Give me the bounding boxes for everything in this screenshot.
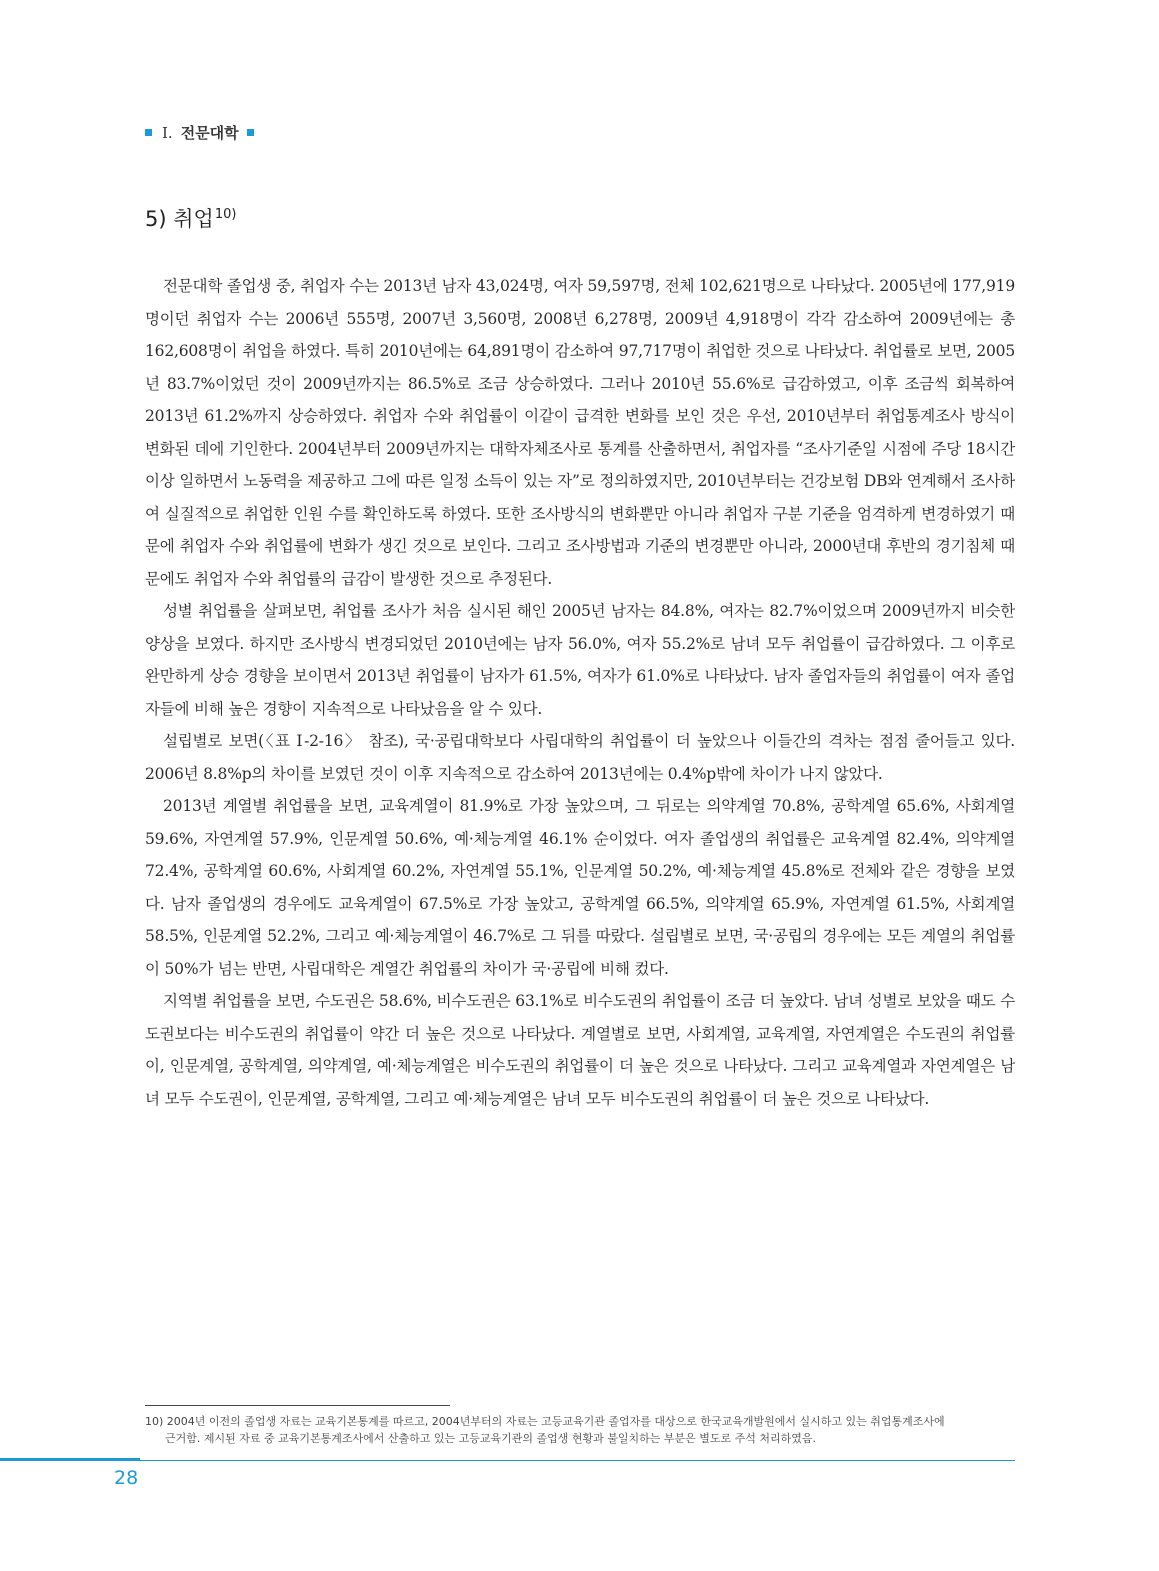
paragraph: 지역별 취업률을 보면, 수도권은 58.6%, 비수도권은 63.1%로 비수도권의 취업률이 조금 더 높았다. 남녀 성별로 보았을 때도 수도권보다는 비수도권의 취업률이 약간 더 높은 것으로 나타났다. 계열별로 보면, 사회계열, 교육계열, 자연계열은 수도권의 취업률이, 인문계열, 공학계열, 의약계열, 예·체능계열은 비수도권의 취업률이 더 높은 것으로 나타났다. 그리고 교육계열과 자연계열은 남녀 모두 수도권이, 인문계열, 공학계열, 그리고 예·체능계열은 남녀 모두 비수도권의 취업률이 더 높은 것으로 나타났다. bbox=[145, 992, 1015, 1108]
section-heading-text: 5) 취업 bbox=[145, 207, 214, 231]
paragraph: 2013년 계열별 취업률을 보면, 교육계열이 81.9%로 가장 높았으며, 그 뒤로는 의약계열 70.8%, 공학계열 65.6%, 사회계열 59.6%, 자연계열 57.9%, 인문계열 50.6%, 예·체능계열 46.1% 순이었다. 여자 졸업생의 취업률은 교육계열 82.4%, 의약계열 72.4%, 공학계열 60.6%, 사회계열 60.2%, 자연계열 55.1%, 인문계열 50.2%, 예·체능계열 45.8%로 전체와 같은 경향을 보였다. 남자 졸업생의 경우에도 교육계열이 67.5%로 가장 높았고, 공학계열 66.5%, 의약계열 65.9%, 자연계열 61.5%, 사회계열 58.5%, 인문계열 52.2%, 그리고 예·체능계열이 46.7%로 그 뒤를 따랐다. 설립별로 보면, 국·공립의 경우에는 모든 계열의 취업률이 50%가 넘는 반면, 사립대학은 계열간 취업률의 차이가 국·공립에 비해 컸다. bbox=[145, 797, 1015, 978]
footer-rule bbox=[140, 1460, 1015, 1461]
footer-accent-line bbox=[0, 1458, 140, 1461]
blue-square-icon bbox=[247, 129, 254, 136]
running-header bbox=[145, 122, 254, 143]
section-heading bbox=[145, 203, 236, 233]
paragraph: 성별 취업률을 살펴보면, 취업률 조사가 처음 실시된 해인 2005년 남자는 84.8%, 여자는 82.7%이었으며 2009년까지 비슷한 양상을 보였다. 하지만 조사방식 변경되었던 2010년에는 남자 56.0%, 여자 55.2%로 남녀 모두 취업률이 급감하였다. 그 이후로 완만하게 상승 경향을 보이면서 2013년 취업률이 남자가 61.5%, 여자가 61.0%로 나타났다. 남자 졸업자들의 취업률이 여자 졸업자들에 비해 높은 경향이 지속적으로 나타났음을 알 수 있다. bbox=[145, 602, 1015, 718]
body-text bbox=[145, 270, 1015, 1115]
footnote-reference: 10) bbox=[214, 207, 237, 222]
footnote bbox=[145, 1413, 1015, 1447]
footnote-line-1: 10) 2004년 이전의 졸업생 자료는 교육기본통계를 따르고, 2004년부터의 자료는 고등교육기관 졸업자를 대상으로 한국교육개발원에서 실시하고 있는 취업통계조사에 bbox=[145, 1415, 945, 1428]
footnote-line-2: 근거함. 제시된 자료 중 교육기본통계조사에서 산출하고 있는 고등교육기관의 졸업생 현황과 불일치하는 부분은 별도로 주석 처리하였음. bbox=[165, 1432, 816, 1445]
blue-square-icon bbox=[145, 129, 152, 136]
paragraph: 설립별로 보면(〈표 Ⅰ-2-16〉 참조), 국·공립대학보다 사립대학의 취업률이 더 높았으나 이들간의 격차는 점점 줄어들고 있다. 2006년 8.8%p의 차이를 보였던 것이 이후 지속적으로 감소하여 2013년에는 0.4%p밖에 차이가 나지 않았다. bbox=[145, 732, 1015, 783]
paragraph: 전문대학 졸업생 중, 취업자 수는 2013년 남자 43,024명, 여자 59,597명, 전체 102,621명으로 나타났다. 2005년에 177,919명이던 취업자 수는 2006년 555명, 2007년 3,560명, 2008년 6,278명, 2009년 4,918명이 각각 감소하여 2009년에는 총 162,608명이 취업을 하였다. 특히 2010년에는 64,891명이 감소하여 97,717명이 취업한 것으로 나타났다. 취업률로 보면, 2005년 83.7%이었던 것이 2009년까지는 86.5%로 조금 상승하였다. 그러나 2010년 55.6%로 급감하였고, 이후 조금씩 회복하여 2013년 61.2%까지 상승하였다. 취업자 수와 취업률이 이같이 급격한 변화를 보인 것은 우선, 2010년부터 취업통계조사 방식이 변화된 데에 기인한다. 2004년부터 2009년까지는 대학자체조사로 통계를 산출하면서, 취업자를 “조사기준일 시점에 주당 18시간 이상 일하면서 노동력을 제공하고 그에 따른 일정 소득이 있는 자”로 정의하였지만, 2010년부터는 건강보험 DB와 연계해서 조사하여 실질적으로 취업한 인원 수를 확인하도록 하였다. 또한 조사방식의 변화뿐만 아니라 취업자 구분 기준을 엄격하게 변경하였기 때문에 취업자 수와 취업률에 변화가 생긴 것으로 보인다. 그리고 조사방법과 기준의 변경뿐만 아니라, 2000년대 후반의 경기침체 때문에도 취업자 수와 취업률의 급감이 발생한 것으로 추정된다. bbox=[145, 277, 1015, 588]
page-number: 28 bbox=[114, 1467, 139, 1489]
footnote-divider bbox=[145, 1405, 450, 1406]
chapter-title: 전문대학 bbox=[180, 124, 239, 142]
chapter-roman-numeral: I. bbox=[162, 123, 173, 142]
